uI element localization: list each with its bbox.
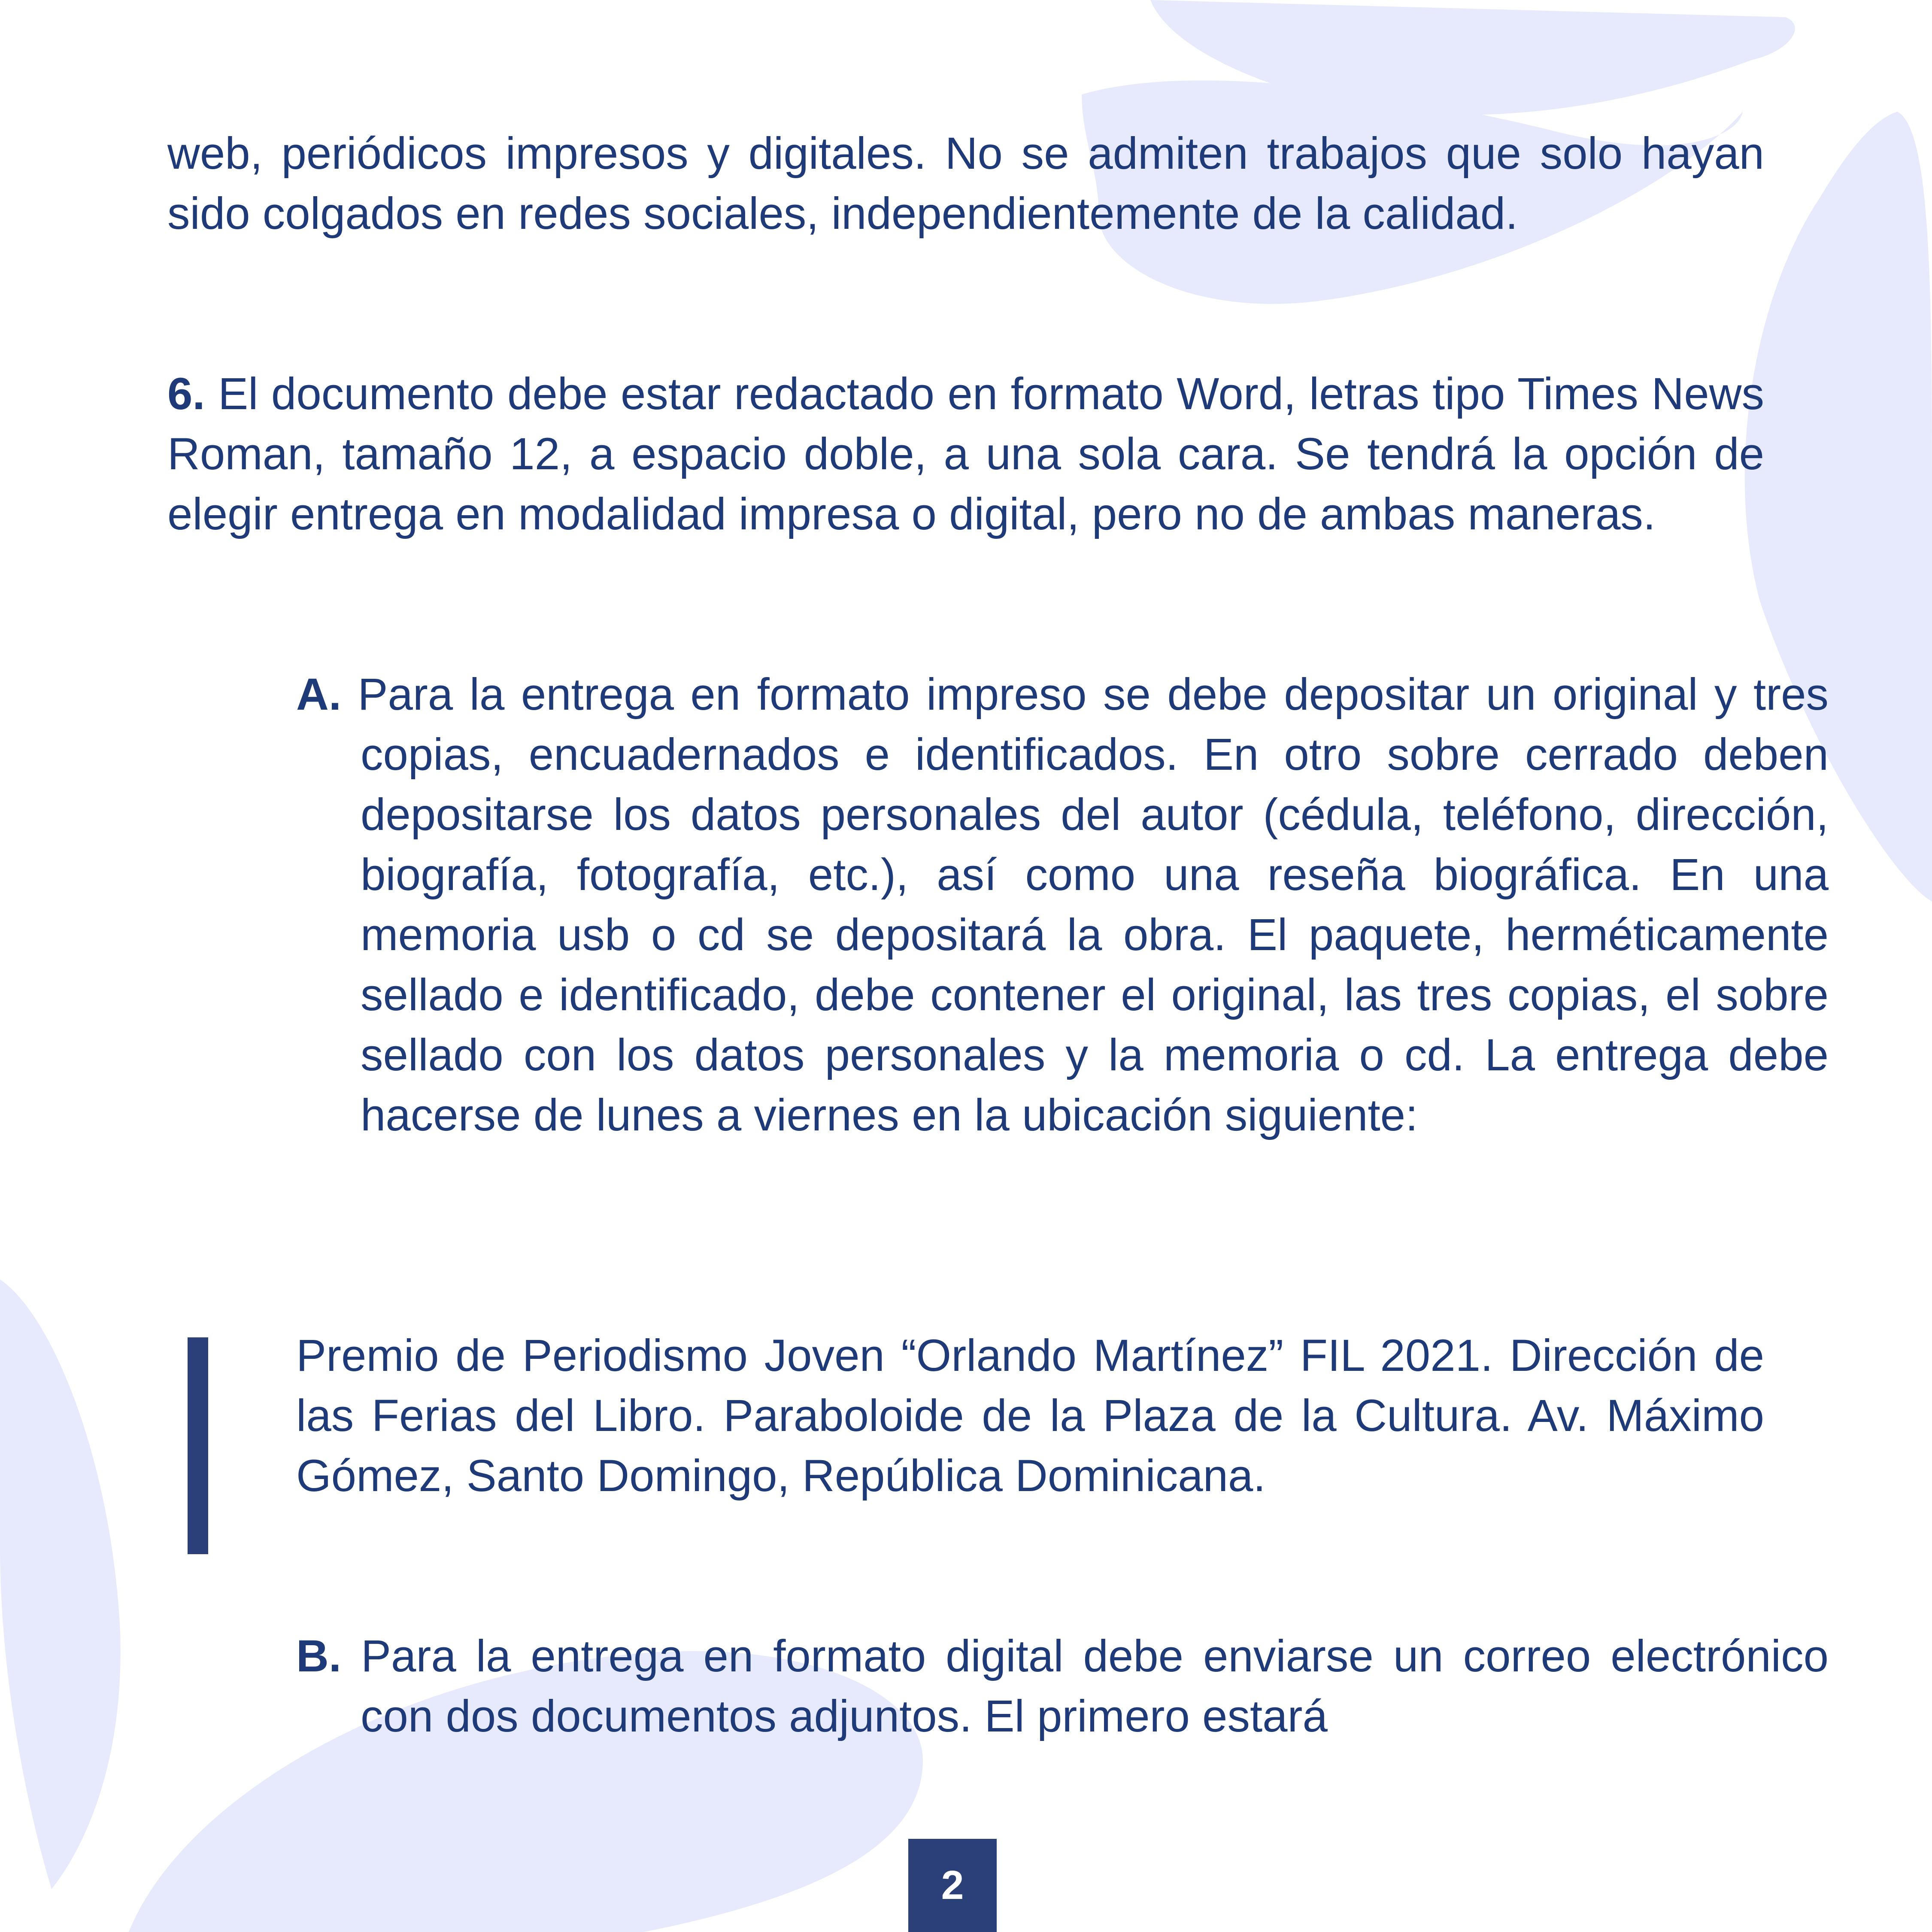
item-b [296,1626,1829,1747]
paragraph-continuation [167,124,1764,244]
item-a [296,665,1829,1145]
item-6-text: El documento debe estar redactado en formato Word, letras tipo Times News Roman, tamaño 12, a espacio doble, a una sola cara. Se tendrá la opción de elegir entrega en modalidad impresa o digital, pero no de ambas maneras. [167,369,1764,539]
item-6-number: 6. [167,369,205,419]
background-leaf-left [0,1279,121,1889]
item-a-text: Para la entrega en formato impreso se debe depositar un original y tres copias, encuadernados e identificados. En otro sobre cerrado deben depositarse los datos personales del autor (cédula, teléfono, dirección, biografía, fotografía, etc.), así como una reseña biográfica. En una memoria usb o cd se depositará la obra. El paquete, herméticamente sellado e identificado, debe contener el original, las tres copias, el sobre sellado con los datos personales y la memoria o cd. La entrega debe hacerse de lunes a viernes en la ubicación siguiente: [358,669,1829,1140]
item-6 [167,364,1764,544]
item-b-text: Para la entrega en formato digital debe enviarse un correo electrónico con dos documentos adjuntos. El primero estará [361,1631,1829,1741]
address-quote-bar [188,1337,208,1554]
page-number-badge [908,1839,997,1932]
paragraph-continuation-text: web, periódicos impresos y digitales. No se admiten trabajos que solo hayan sido colgados en redes sociales, independientemente de la calidad. [167,128,1764,239]
item-b-marker: B. [296,1631,341,1681]
delivery-address-text: Premio de Periodismo Joven “Orlando Martínez” FIL 2021. Dirección de las Ferias del Libro. Paraboloide de la Plaza de la Cultura. Av. Máximo Gómez, Santo Domingo, República Dominicana. [296,1331,1764,1501]
delivery-address [296,1326,1764,1506]
item-a-marker: A. [296,669,341,720]
page-number: 2 [941,1862,964,1908]
